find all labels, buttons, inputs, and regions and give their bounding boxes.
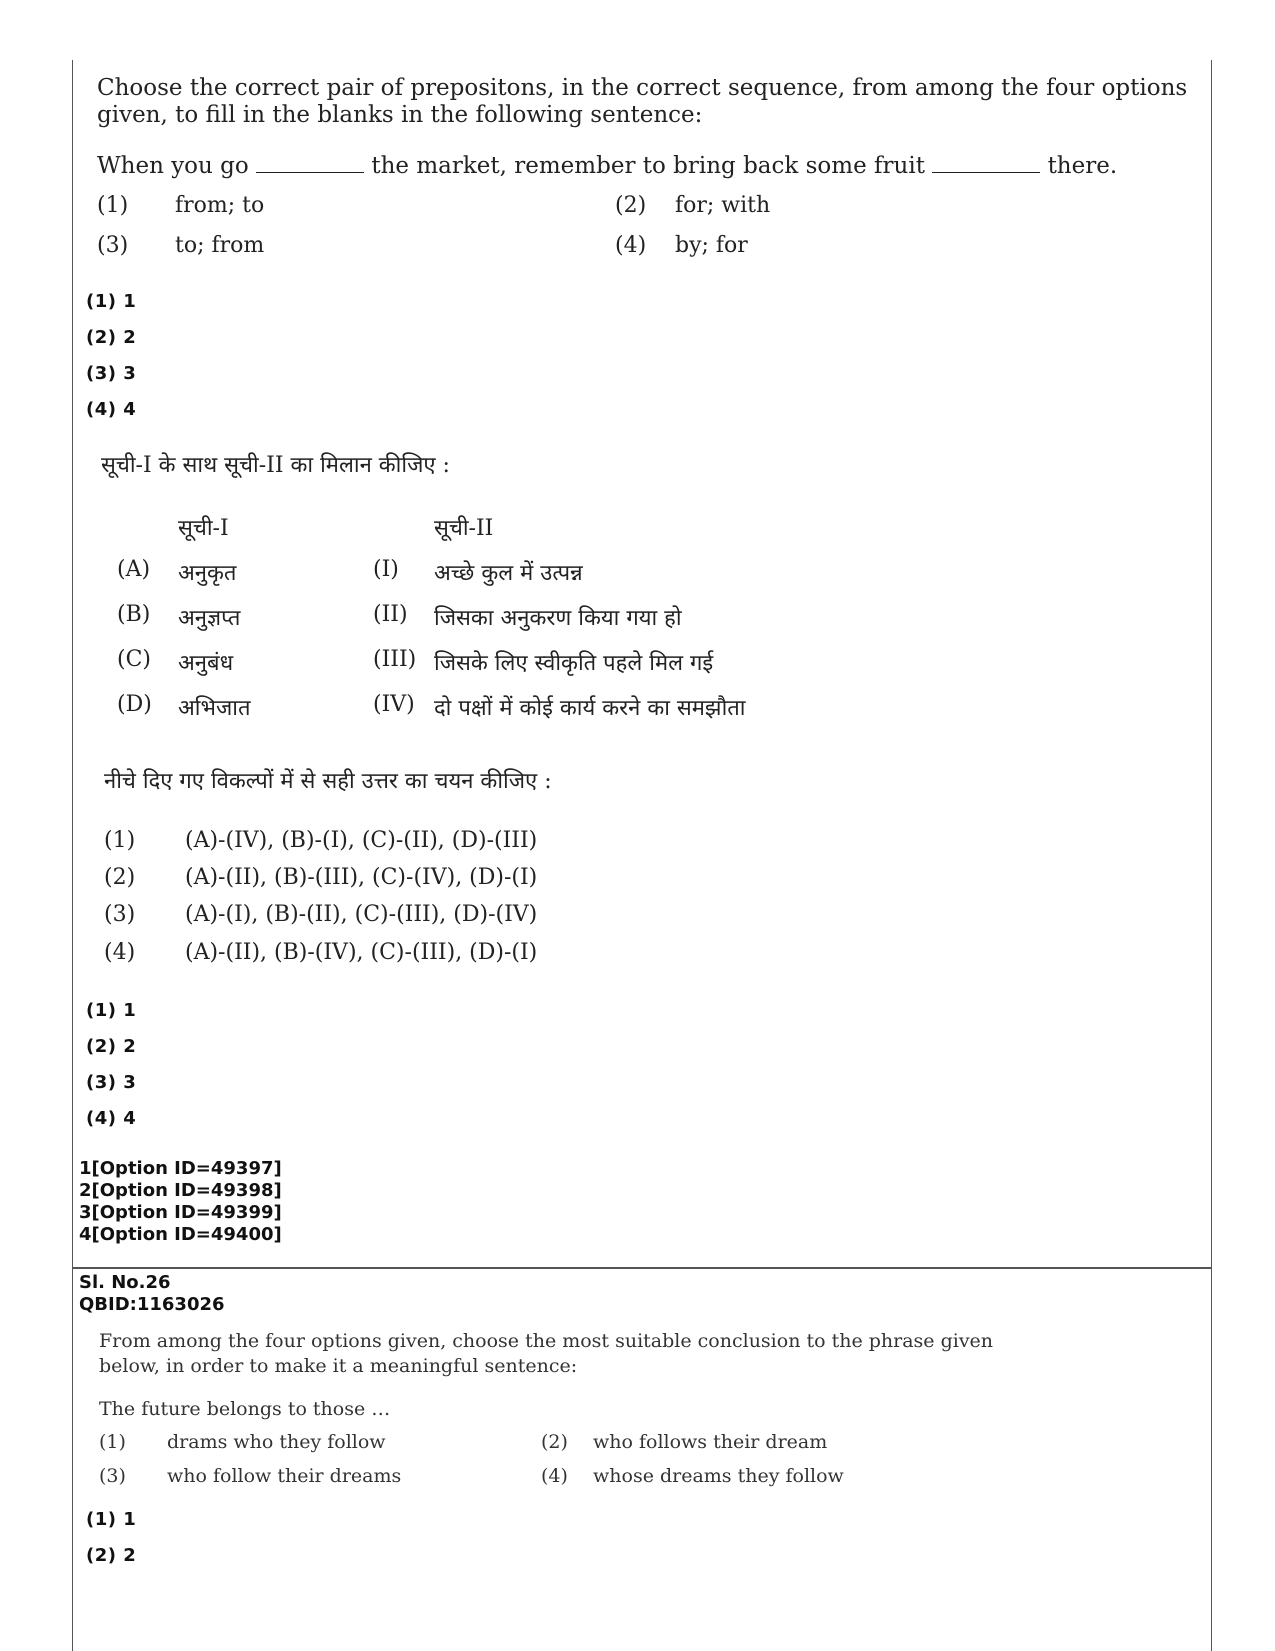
q2-option-id: 3[Option ID=49399]	[79, 1202, 282, 1223]
q2-answer-choice[interactable]: (4) 4	[86, 1108, 137, 1129]
q1-sentence-part2: the market, remember to bring back some fruit	[371, 153, 925, 179]
q2-row-label: (II)	[373, 602, 408, 627]
page-border-left	[72, 60, 73, 1651]
q3-option-text: whose dreams they follow	[593, 1465, 844, 1487]
q3-option-num: (1)	[99, 1431, 126, 1453]
q2-row-term: अनुज्ञप्त	[178, 606, 241, 631]
q3-qbid: QBID:1163026	[79, 1294, 225, 1315]
q2-answer-choice[interactable]: (2) 2	[86, 1036, 137, 1057]
q1-option-num: (2)	[615, 193, 647, 218]
q2-option-text: (A)-(II), (B)-(IV), (C)-(III), (D)-(I)	[185, 940, 538, 965]
q3-answer-choice[interactable]: (2) 2	[86, 1545, 137, 1566]
q3-option-num: (3)	[99, 1465, 126, 1487]
q1-option-text: for; with	[675, 193, 771, 218]
q2-row-meaning: अच्छे कुल में उत्पन्न	[434, 561, 583, 586]
q1-sentence-part3: there.	[1047, 153, 1118, 179]
q2-option-text: (A)-(I), (B)-(II), (C)-(III), (D)-(IV)	[185, 902, 538, 927]
q2-row-term: अनुबंध	[178, 651, 234, 676]
q3-instruction-line1: From among the four options given, choose the most suitable conclusion to the phrase given	[99, 1330, 994, 1352]
q2-row-term: अभिजात	[178, 696, 251, 721]
q3-option-text: who follow their dreams	[167, 1465, 402, 1487]
q2-option-text: (A)-(IV), (B)-(I), (C)-(II), (D)-(III)	[185, 828, 538, 853]
q2-row-meaning: जिसका अनुकरण किया गया हो	[434, 606, 682, 631]
q2-option-id: 2[Option ID=49398]	[79, 1180, 282, 1201]
q2-option-id: 4[Option ID=49400]	[79, 1224, 282, 1245]
q1-sentence-part1: When you go	[97, 153, 249, 179]
q2-option-num: (1)	[104, 828, 136, 853]
q2-option-id: 1[Option ID=49397]	[79, 1158, 282, 1179]
q2-option-num: (3)	[104, 902, 136, 927]
q2-answer-choice[interactable]: (3) 3	[86, 1072, 137, 1093]
q2-option-text: (A)-(II), (B)-(III), (C)-(IV), (D)-(I)	[185, 865, 538, 890]
q1-option-text: to; from	[175, 233, 265, 258]
q2-row-label: (III)	[373, 647, 417, 672]
q2-option-num: (4)	[104, 940, 136, 965]
page-border-right	[1211, 60, 1212, 1651]
q1-option-text: by; for	[675, 233, 748, 258]
q2-row-meaning: जिसके लिए स्वीकृति पहले मिल गई	[434, 651, 714, 676]
q2-row-label: (B)	[117, 602, 151, 627]
q2-list1-header: सूची-I	[178, 516, 229, 541]
q1-sentence	[97, 152, 1117, 181]
q3-option-num: (4)	[541, 1465, 568, 1487]
q2-choose-instruction: नीचे दिए गए विकल्पों में से सही उत्तर का चयन कीजिए :	[104, 769, 552, 794]
q2-row-label: (I)	[373, 557, 399, 582]
q1-answer-choice[interactable]: (2) 2	[86, 327, 137, 348]
q1-answer-choice[interactable]: (4) 4	[86, 399, 137, 420]
q2-answer-choice[interactable]: (1) 1	[86, 1000, 137, 1021]
q1-answer-choice[interactable]: (3) 3	[86, 363, 137, 384]
q2-row-meaning: दो पक्षों में कोई कार्य करने का समझौता	[434, 696, 746, 721]
question-divider	[72, 1267, 1212, 1269]
q1-option-text: from; to	[175, 193, 265, 218]
q3-phrase: The future belongs to those …	[99, 1398, 391, 1420]
q1-blank-2	[932, 154, 1040, 173]
q3-option-text: drams who they follow	[167, 1431, 386, 1453]
q1-instruction-line1: Choose the correct pair of prepositons, in the correct sequence, from among the four options	[97, 75, 1188, 101]
q2-instruction: सूची-I के साथ सूची-II का मिलान कीजिए :	[101, 453, 450, 478]
q2-row-term: अनुकृत	[178, 561, 237, 586]
q2-row-label: (C)	[117, 647, 151, 672]
q3-option-num: (2)	[541, 1431, 568, 1453]
q2-row-label: (A)	[117, 557, 151, 582]
q1-option-num: (1)	[97, 193, 129, 218]
q3-serial-number: Sl. No.26	[79, 1272, 171, 1293]
q1-instruction-line2: given, to fill in the blanks in the following sentence:	[97, 102, 703, 128]
q2-row-label: (D)	[117, 692, 152, 717]
q1-option-num: (3)	[97, 233, 129, 258]
q1-blank-1	[256, 154, 364, 173]
q2-option-num: (2)	[104, 865, 136, 890]
q2-row-label: (IV)	[373, 692, 415, 717]
q1-answer-choice[interactable]: (1) 1	[86, 291, 137, 312]
q3-answer-choice[interactable]: (1) 1	[86, 1509, 137, 1530]
q3-option-text: who follows their dream	[593, 1431, 828, 1453]
q3-instruction-line2: below, in order to make it a meaningful sentence:	[99, 1355, 578, 1377]
q2-list2-header: सूची-II	[434, 516, 494, 541]
q1-option-num: (4)	[615, 233, 647, 258]
